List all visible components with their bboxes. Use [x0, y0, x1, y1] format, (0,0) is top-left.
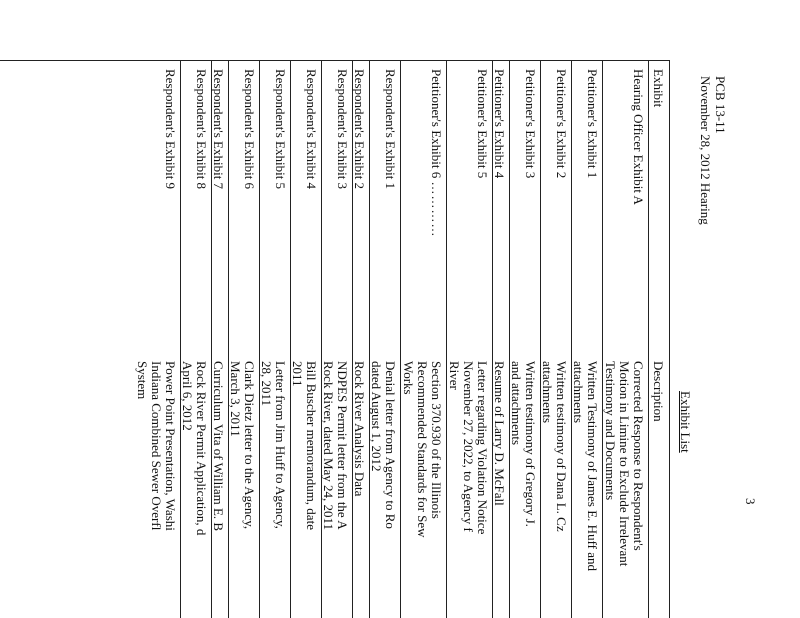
exhibit-name: Respondent's Exhibit 3 [335, 69, 350, 190]
exhibit-description: Letter regarding Violation Notice November 27, 2022, to Agency f River [447, 361, 490, 535]
exhibit-description: Rock River Permit Application, d April 6, 2012 [180, 361, 209, 536]
table-row [290, 61, 321, 618]
table-row [602, 61, 648, 618]
table-row [571, 61, 602, 618]
table-row [369, 61, 400, 618]
page-number: 3 [743, 498, 758, 505]
exhibit-description: Written Testimony of James E. Huff and attachments [571, 361, 600, 572]
table-row [321, 61, 352, 618]
table-row [400, 61, 446, 618]
exhibit-description: Denial letter from Agency to Ro dated August 1, 2012 [369, 361, 398, 529]
exhibit-description: Written testimony of Dana L. Cz attachments [540, 361, 569, 532]
table-row [134, 61, 180, 618]
table-row [211, 61, 228, 618]
exhibit-description: Bill Buscher memorandum, date 2011 [290, 361, 319, 530]
table-header [648, 61, 669, 618]
exhibit-description: Corrected Response to Respondent's Motion in Limine to Exclude Irrelevant Testimony and Documents [603, 361, 646, 567]
table-row [540, 61, 571, 618]
exhibit-name: Petitioner's Exhibit 6 ………… [429, 69, 444, 238]
table-row [259, 61, 290, 618]
exhibit-description: Rock River Analysis Data [352, 361, 367, 497]
exhibit-description: Section 370.930 of the Illinois Recommended Standards for Sew Works [401, 361, 444, 538]
hearing-date: November 28, 2012 Hearing [698, 76, 713, 225]
exhibit-name: Respondent's Exhibit 6 [242, 69, 257, 190]
exhibit-list-title: Exhibit List [678, 391, 693, 453]
exhibit-description: Written testimony of Gregory J. and attachments [509, 361, 538, 527]
table-row [492, 61, 509, 618]
exhibit-name: Respondent's Exhibit 8 [194, 69, 209, 190]
exhibit-description: Letter from Jim Huff to Agency, 28, 2011 [259, 361, 288, 529]
table-row [446, 61, 492, 618]
exhibit-description: NDPES Permit letter from the A Rock River, dated May 24, 2011 [321, 361, 350, 531]
exhibit-name: Petitioner's Exhibit 2 [554, 69, 569, 179]
column-header-exhibit: Exhibit [651, 69, 666, 108]
table-row [352, 61, 369, 618]
exhibit-name: Respondent's Exhibit 4 [304, 69, 319, 190]
exhibit-name: Hearing Officer Exhibit A [631, 69, 646, 205]
exhibit-name: Respondent's Exhibit 1 [383, 69, 398, 190]
exhibit-name: Petitioner's Exhibit 1 [585, 69, 600, 179]
table-row [180, 61, 211, 618]
case-number: PCB 13-11 [713, 76, 728, 134]
column-header-description: Description [651, 361, 666, 422]
exhibit-name: Respondent's Exhibit 7 [211, 69, 226, 190]
exhibit-name: Respondent's Exhibit 5 [273, 69, 288, 190]
exhibit-description: Resume of Larry D. McFall [492, 361, 507, 506]
exhibit-name: Petitioner's Exhibit 5 [475, 69, 490, 179]
exhibit-description: Clark Dietz letter to the Agency, March 3, 2011 [228, 361, 257, 530]
exhibit-name: Petitioner's Exhibit 3 [523, 69, 538, 179]
exhibit-description: Curriculum Vita of William E. B [211, 361, 226, 532]
exhibit-name: Petitioner's Exhibit 4 [492, 69, 507, 179]
table-row [509, 61, 540, 618]
table-row [228, 61, 259, 618]
exhibit-description: Power Point Presentation, Washi Indiana Combined Sewer Overfl System [135, 361, 178, 531]
exhibit-name: Respondent's Exhibit 2 [352, 69, 367, 190]
exhibit-name: Respondent's Exhibit 9 [163, 69, 178, 190]
exhibit-table [0, 60, 670, 618]
